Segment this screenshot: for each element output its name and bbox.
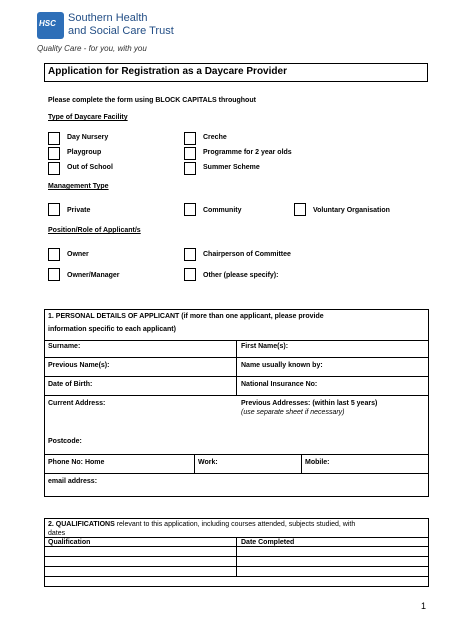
label-private: Private	[67, 207, 91, 214]
section1-heading-line2: information specific to each applicant)	[48, 326, 176, 333]
label-owner: Owner	[67, 251, 89, 258]
first-names-field[interactable]: First Name(s):	[241, 343, 289, 350]
label-owner-manager: Owner/Manager	[67, 272, 120, 279]
col-date-completed: Date Completed	[241, 539, 295, 546]
label-programme-2yr: Programme for 2 year olds	[203, 149, 292, 156]
phone-mobile-field[interactable]: Mobile:	[305, 459, 330, 466]
checkbox-private[interactable]	[48, 203, 60, 216]
tagline: Quality Care - for you, with you	[37, 44, 147, 53]
checkbox-summer-scheme[interactable]	[184, 162, 196, 175]
label-playgroup: Playgroup	[67, 149, 102, 156]
checkbox-chairperson[interactable]	[184, 248, 196, 261]
previous-addresses-field[interactable]: Previous Addresses: (within last 5 years)	[241, 400, 378, 407]
label-voluntary: Voluntary Organisation	[313, 207, 390, 214]
label-creche: Creche	[203, 134, 227, 141]
checkbox-other[interactable]	[184, 268, 196, 281]
email-field[interactable]: email address:	[48, 478, 98, 485]
checkbox-owner[interactable]	[48, 248, 60, 261]
checkbox-programme-2yr[interactable]	[184, 147, 196, 160]
label-chairperson: Chairperson of Committee	[203, 251, 291, 258]
postcode-field[interactable]: Postcode:	[48, 438, 82, 445]
section2-heading: 2. QUALIFICATIONS relevant to this application, including courses attended, subjects studied, with	[48, 521, 356, 528]
label-community: Community	[203, 207, 242, 214]
phone-home-field[interactable]: Phone No: Home	[48, 459, 105, 466]
col-qualification: Qualification	[48, 539, 91, 546]
previous-addresses-note: (use separate sheet if necessary)	[241, 409, 345, 416]
checkbox-owner-manager[interactable]	[48, 268, 60, 281]
checkbox-day-nursery[interactable]	[48, 132, 60, 145]
logo-text: HSC	[39, 19, 56, 28]
checkbox-creche[interactable]	[184, 132, 196, 145]
position-heading: Position/Role of Applicant/s	[48, 227, 141, 234]
known-by-field[interactable]: Name usually known by:	[241, 362, 323, 369]
label-summer-scheme: Summer Scheme	[203, 164, 260, 171]
form-title: Application for Registration as a Daycare Provider	[48, 66, 287, 77]
org-name-line1: Southern Health	[68, 12, 148, 24]
phone-work-field[interactable]: Work:	[198, 459, 218, 466]
checkbox-playgroup[interactable]	[48, 147, 60, 160]
facility-heading: Type of Daycare Facility	[48, 114, 128, 121]
surname-field[interactable]: Surname:	[48, 343, 81, 350]
current-address-field[interactable]: Current Address:	[48, 400, 106, 407]
instruction: Please complete the form using BLOCK CAPITALS throughout	[48, 97, 256, 104]
checkbox-voluntary[interactable]	[294, 203, 306, 216]
checkbox-out-of-school[interactable]	[48, 162, 60, 175]
checkbox-community[interactable]	[184, 203, 196, 216]
ni-field[interactable]: National Insurance No:	[241, 381, 318, 388]
label-day-nursery: Day Nursery	[67, 134, 109, 141]
section2-heading-line2: dates	[48, 530, 66, 537]
dob-field[interactable]: Date of Birth:	[48, 381, 93, 388]
label-out-of-school: Out of School	[67, 164, 113, 171]
section1-heading-line1: 1. PERSONAL DETAILS OF APPLICANT (if more than one applicant, please provide	[48, 313, 324, 320]
management-heading: Management Type	[48, 183, 109, 190]
label-other: Other (please specify):	[203, 272, 279, 279]
page-number: 1	[421, 601, 427, 611]
org-name-line2: and Social Care Trust	[68, 25, 174, 37]
previous-names-field[interactable]: Previous Name(s):	[48, 362, 110, 369]
